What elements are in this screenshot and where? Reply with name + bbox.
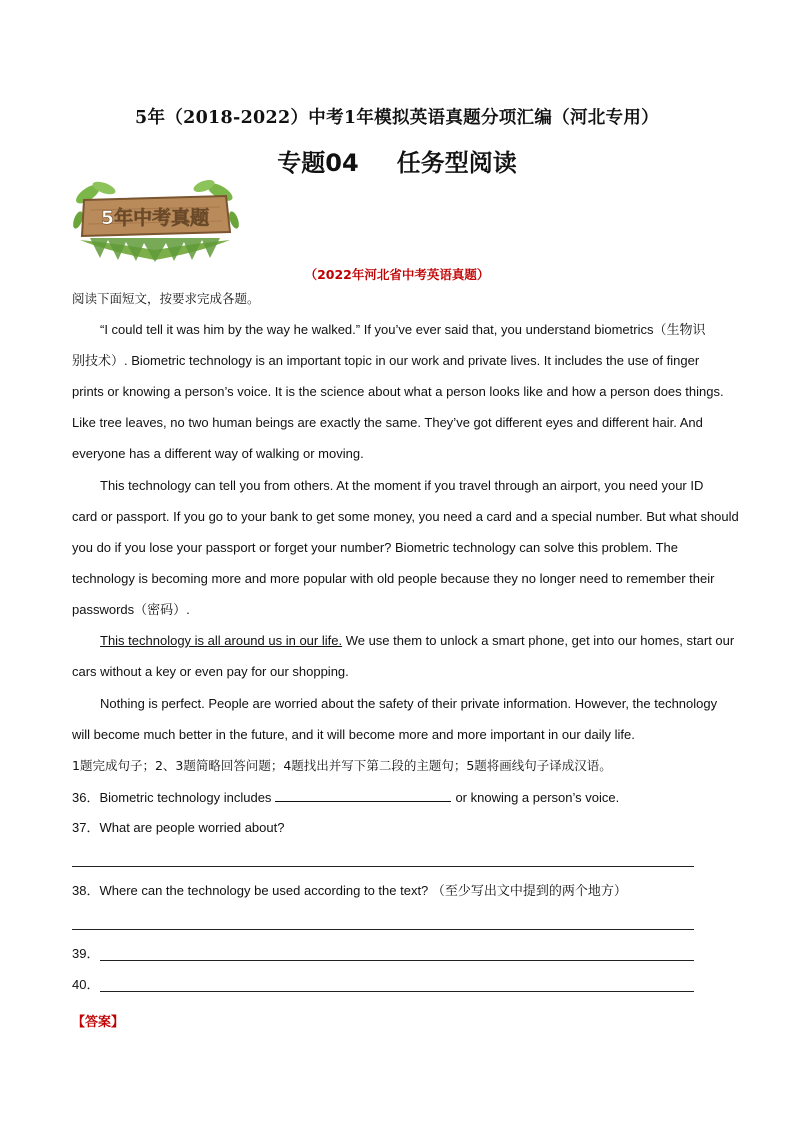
question-39: 39． xyxy=(72,946,100,961)
passage-line: everyone has a different way of walking or moving. xyxy=(72,446,364,461)
passage-line: passwords（密码）. xyxy=(72,602,190,617)
question-37: 37．What are people worried about? xyxy=(72,820,285,835)
topic-name: 任务型阅读 xyxy=(396,149,517,177)
document-title: 5年（2018-2022）中考1年模拟英语真题分项汇编（河北专用） xyxy=(135,108,659,128)
answer-line-39[interactable] xyxy=(100,960,694,961)
passage-line: technology is becoming more and more popular with old people because they no longer need to remember their xyxy=(72,571,715,586)
passage-line: Nothing is perfect. People are worried about the safety of their private information. However, the technology xyxy=(100,696,718,711)
five-year-exam-badge xyxy=(70,180,240,262)
question-40: 40． xyxy=(72,977,100,992)
passage-line: will become much better in the future, and it will become more and more important in our daily life. xyxy=(72,727,635,742)
passage-line: cars without a key or even pay for our shopping. xyxy=(72,664,349,679)
passage-text: We use them to unlock a smart phone, get into our homes, start our xyxy=(342,633,735,648)
question-38: 38．Where can the technology be used according to the text? （至少写出文中提到的两个地方） xyxy=(72,883,627,898)
passage-line: you do if you lose your passport or forget your number? Biometric technology can solve this problem. The xyxy=(72,540,679,555)
answer-line-37[interactable] xyxy=(72,866,694,867)
passage-line: “I could tell it was him by the way he walked.” If you’ve ever said that, you understand biometrics（生物识 xyxy=(100,322,706,337)
passage-line: prints or knowing a person’s voice. It is the science about what a person looks like and how a person does things. xyxy=(72,384,724,399)
passage-line xyxy=(72,633,752,649)
instructions: 阅读下面短文，按要求完成各题。 xyxy=(72,291,260,306)
badge-text: 5年中考真题 xyxy=(100,207,210,229)
passage-line: card or passport. If you go to your bank to get some money, you need a card and a special number. But what should xyxy=(72,509,739,524)
passage-line: This technology can tell you from others. At the moment if you travel through an airport, you need your ID xyxy=(100,478,704,493)
topic-title xyxy=(0,143,794,178)
underlined-sentence: This technology is all around us in our life. xyxy=(100,633,343,648)
answer-blank-36[interactable] xyxy=(275,789,451,802)
source-label: （2022年河北省中考英语真题） xyxy=(304,267,490,282)
task-note: 1题完成句子；2、3题简略回答问题；4题找出并写下第二段的主题句；5题将画线句子译成汉语。 xyxy=(72,758,612,773)
topic-number: 专题04 xyxy=(277,149,359,177)
passage-line: 别技术）. Biometric technology is an important topic in our work and private lives. It includes the use of finger xyxy=(72,353,700,368)
answer-line-40[interactable] xyxy=(100,991,694,992)
question-36: 36．Biometric technology includes or knowing a person’s voice. xyxy=(72,790,620,805)
answer-line-38[interactable] xyxy=(72,929,694,930)
answer-label: 【答案】 xyxy=(72,1015,125,1030)
passage-line: Like tree leaves, no two human beings are exactly the same. They’ve got different eyes and different hair. And xyxy=(72,415,703,430)
